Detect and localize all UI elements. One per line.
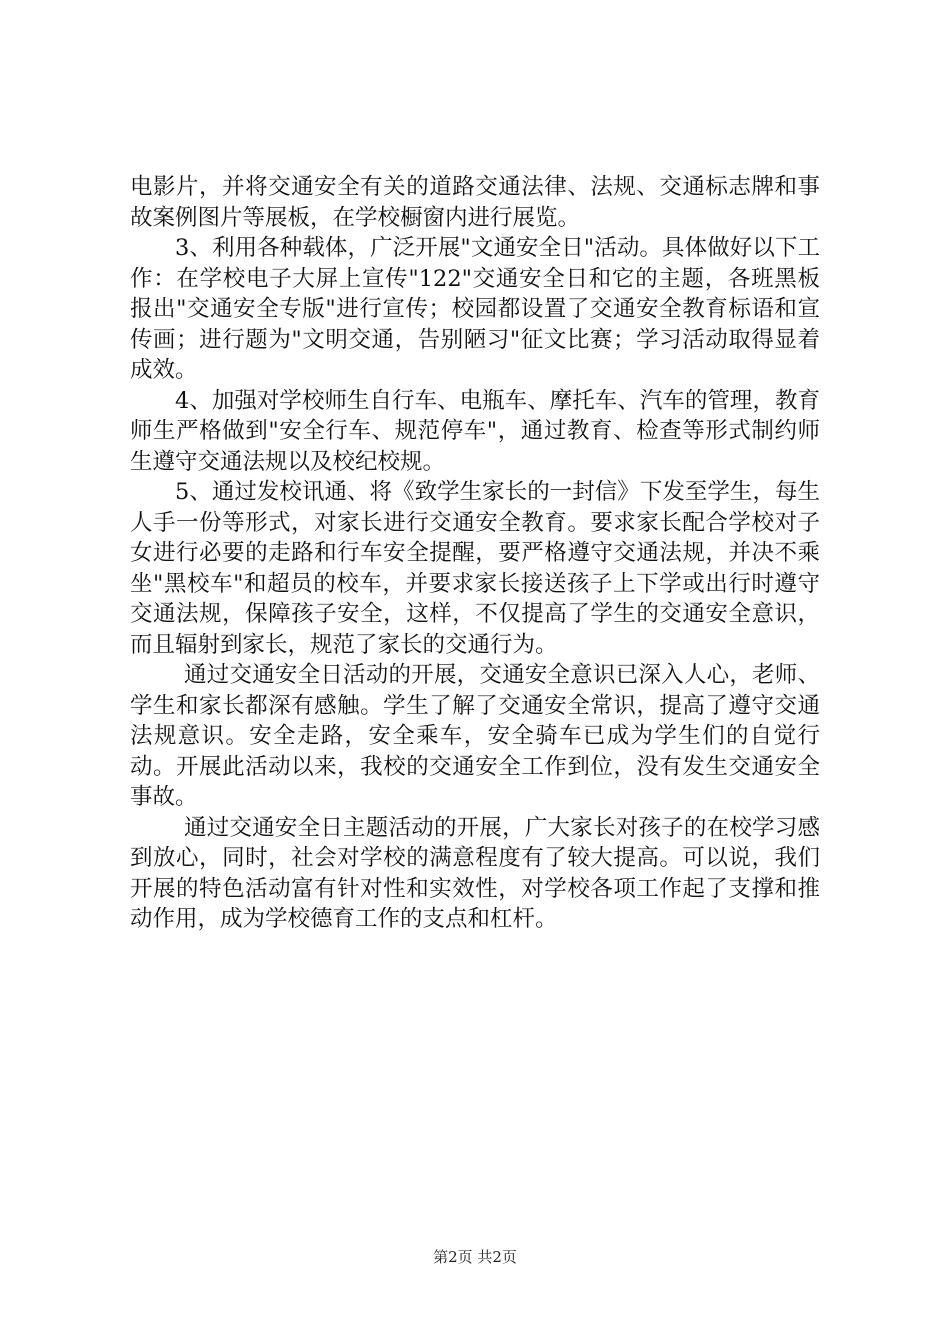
paragraph-item-3: 3、利用各种载体，广泛开展"文通安全日"活动。具体做好以下工作：在学校电子大屏上宣传"122"交通安全日和它的主题，各班黑板报出"交通安全专版"进行宣传；校园都设置了交通安全教育标语和宣传画；进行题为"文明交通，告别陋习"征文比赛；学习活动取得显着成效。 (130, 235, 820, 383)
paragraph-continuation: 电影片，并将交通安全有关的道路交通法律、法规、交通标志牌和事故案例图片等展板，在学校橱窗内进行展览。 (130, 174, 820, 231)
paragraph-item-5: 5、通过发校讯通、将《致学生家长的一封信》下发至学生，每生人手一份等形式，对家长进行交通安全教育。要求家长配合学校对子女进行必要的走路和行车安全提醒，要严格遵守交通法规，并决不乘坐"黑校车"和超员的校车，并要求家长接送孩子上下学或出行时遵守交通法规，保障孩子安全，这样，不仅提高了学生的交通安全意识，而且辐射到家长，规范了家长的交通行为。 (130, 479, 820, 658)
page-number-footer: 第2页 共2页 (433, 1248, 517, 1266)
document-body (130, 172, 820, 935)
paragraph-summary-1: 通过交通安全日活动的开展，交通安全意识已深入人心，老师、学生和家长都深有感触。学生了解了交通安全常识，提高了遵守交通法规意识。安全走路，安全乘车，安全骑车已成为学生们的自觉行动。开展此活动以来，我校的交通安全工作到位，没有发生交通安全事故。 (130, 662, 820, 810)
paragraph-item-4: 4、加强对学校师生自行车、电瓶车、摩托车、汽车的管理，教育师生严格做到"安全行车、规范停车"，通过教育、检查等形式制约师生遵守交通法规以及校纪校规。 (130, 387, 820, 475)
paragraph-summary-2: 通过交通安全日主题活动的开展，广大家长对孩子的在校学习感到放心，同时，社会对学校的满意程度有了较大提高。可以说，我们开展的特色活动富有针对性和实效性，对学校各项工作起了支撑和推动作用，成为学校德育工作的支点和杠杆。 (130, 814, 820, 932)
